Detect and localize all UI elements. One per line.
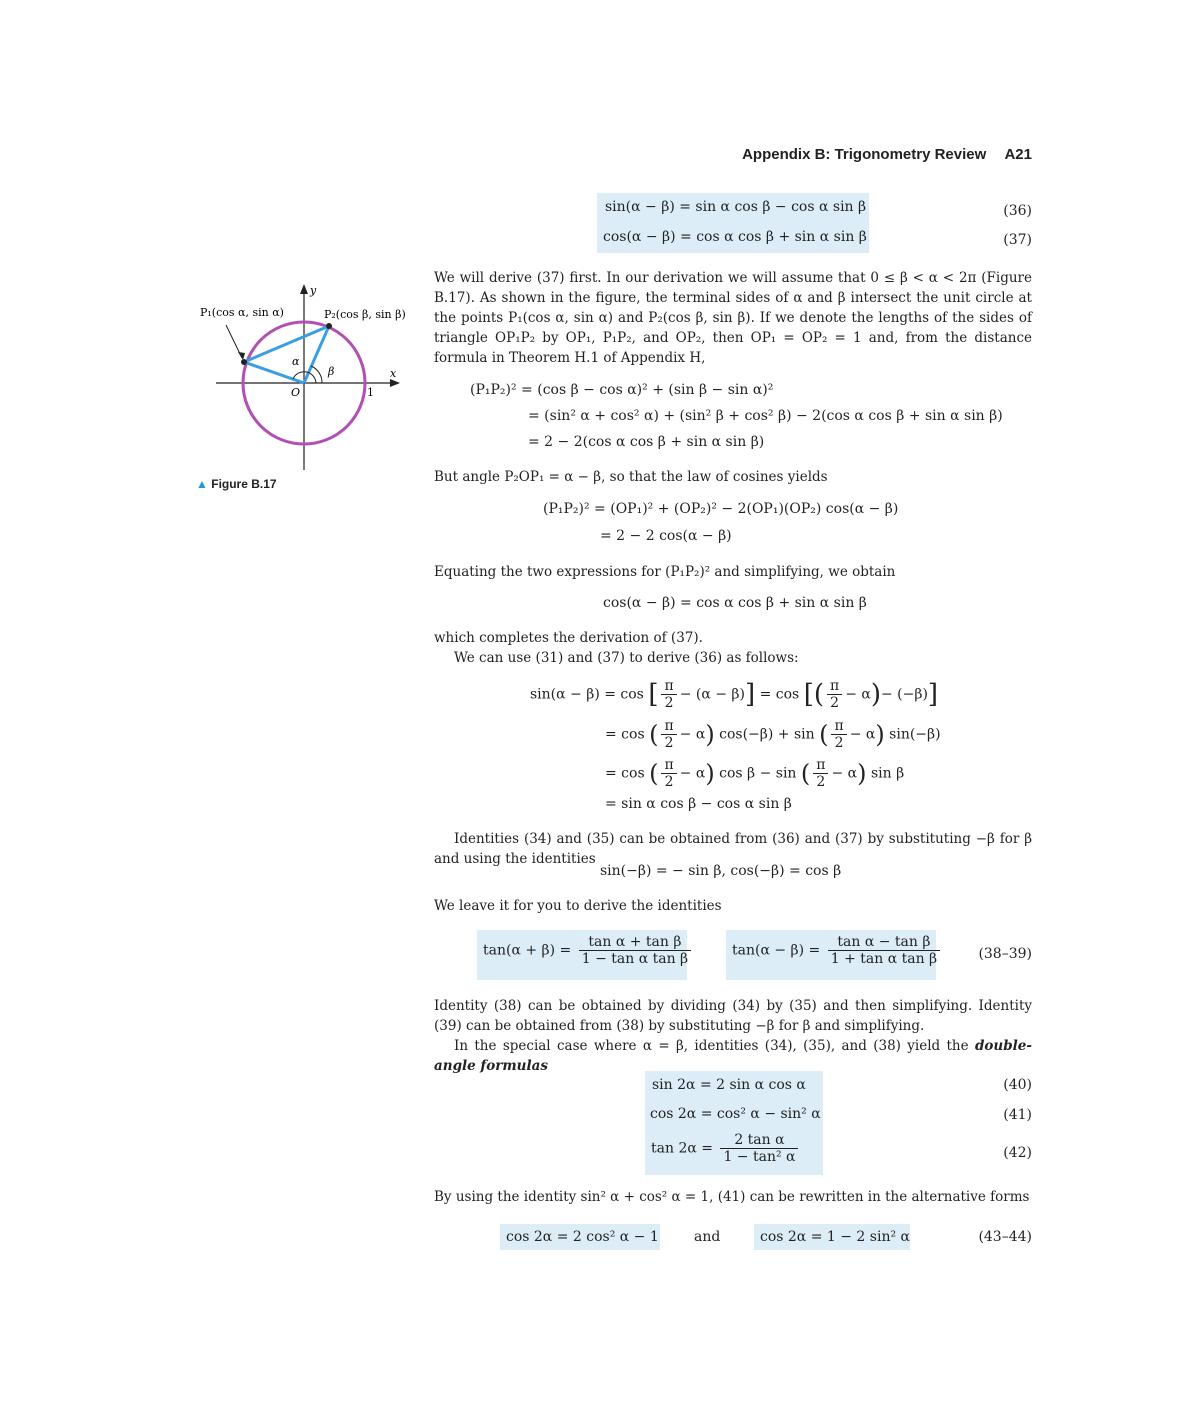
- and-text: and: [694, 1229, 721, 1245]
- derivation-line-2: = cos ( $\frac{\pi}{2}$ − α) cos(−β) + sin ( $\frac{\pi}{2}$ − α) sin(−β): [605, 718, 941, 751]
- eq-43: cos 2α = 2 cos² α − 1: [506, 1229, 659, 1245]
- point-p2: [326, 323, 332, 329]
- negative-angle-identities: sin(−β) = − sin β, cos(−β) = cos β: [600, 863, 842, 879]
- eq-42: tan 2α = $\frac{\text{2 tan α}}{\text{1 − tan² α}}$: [651, 1132, 801, 1165]
- eq-42-number: (42): [1003, 1145, 1032, 1161]
- point-p1: [241, 359, 247, 365]
- p1-label: P₁(cos α, sin α): [200, 306, 284, 319]
- eq-37: cos(α − β) = cos α cos β + sin α sin β: [603, 229, 867, 245]
- eq-41-number: (41): [1003, 1107, 1032, 1123]
- page-number: A21: [1004, 146, 1032, 163]
- p1-pointer-head: [238, 352, 245, 360]
- eq-40-number: (40): [1003, 1077, 1032, 1093]
- eq-36-number: (36): [1003, 203, 1032, 219]
- distance-line-2: = (sin² α + cos² α) + (sin² β + cos² β) − 2(cos α cos β + sin α sin β): [528, 408, 1003, 424]
- paragraph-use-31-37: We can use (31) and (37) to derive (36) as follows:: [454, 650, 799, 666]
- paragraph-equating: Equating the two expressions for (P₁P₂)² and simplifying, we obtain: [434, 564, 896, 580]
- unit-circle-figure: [190, 280, 420, 475]
- eq-37-number: (37): [1003, 232, 1032, 248]
- eq-39: tan(α − β) = $\frac{\text{tan α − tan β}}{\text{1 + tan α tan β}}$: [732, 934, 943, 967]
- paragraph-alternative-forms: By using the identity sin² α + cos² α = 1, (41) can be rewritten in the alternative forms: [434, 1189, 1030, 1205]
- eq-43-44-number: (43–44): [978, 1229, 1032, 1245]
- x-axis-arrow: [390, 379, 400, 387]
- page-header: [742, 146, 1032, 163]
- cosines-line-1: (P₁P₂)² = (OP₁)² + (OP₂)² − 2(OP₁)(OP₂) cos(α − β): [543, 501, 899, 517]
- paragraph-identity-38: Identity (38) can be obtained by dividing (34) by (35) and then simplifying. Identity (39) can be obtained from (38) by substituting −β for β and simplifying.: [434, 998, 1032, 1034]
- y-axis-arrow: [300, 284, 308, 294]
- distance-line-1: (P₁P₂)² = (cos β − cos α)² + (sin β − sin α)²: [470, 382, 774, 398]
- caption-triangle-icon: ▲: [196, 477, 208, 491]
- paragraph-completes: which completes the derivation of (37).: [434, 630, 703, 646]
- paragraph-identities-34-35: Identities (34) and (35) can be obtained from (36) and (37) by substituting −β for β and using the identities: [434, 831, 1032, 867]
- distance-line-3: = 2 − 2(cos α cos β + sin α sin β): [528, 434, 765, 450]
- eq-41: cos 2α = cos² α − sin² α: [650, 1106, 821, 1122]
- p2-label: P₂(cos β, sin β): [324, 308, 406, 321]
- alpha-label: α: [292, 355, 300, 368]
- header-title: Appendix B: Trigonometry Review: [742, 146, 987, 163]
- eq-38-39-number: (38–39): [978, 946, 1032, 962]
- eq-40: sin 2α = 2 sin α cos α: [652, 1077, 806, 1093]
- paragraph-derivation-intro: We will derive (37) first. In our derivation we will assume that 0 ≤ β < α < 2π (Figure B.17). As shown in the figure, the terminal sides of α and β intersect the unit circle at the points P₁(cos α, sin α) and P₂(cos β, sin β). If we denote the lengths of the sides of triangle OP₁P₂ by OP₁, P₁P₂, and OP₂, then OP₁ = OP₂ = 1 and, from the distance formula in Theorem H.1 of Appendix H,: [434, 270, 1032, 366]
- eq-38: tan(α + β) = $\frac{\text{tan α + tan β}}{\text{1 − tan α tan β}}$: [483, 934, 694, 967]
- derivation-line-4: = sin α cos β − cos α sin β: [605, 796, 792, 812]
- paragraph-special-case: In the special case where α = β, identities (34), (35), and (38) yield the double-angle formulas: [434, 1038, 1032, 1074]
- eq-36: sin(α − β) = sin α cos β − cos α sin β: [605, 199, 867, 215]
- beta-label: β: [328, 365, 335, 378]
- origin-label: O: [291, 386, 301, 399]
- paragraph-law-of-cosines: But angle P₂OP₁ = α − β, so that the law of cosines yields: [434, 469, 828, 485]
- cosines-line-2: = 2 − 2 cos(α − β): [600, 528, 732, 544]
- y-axis-label: y: [310, 284, 317, 297]
- figure-caption-text: Figure B.17: [211, 477, 277, 491]
- paragraph-leave-it: We leave it for you to derive the identities: [434, 898, 722, 914]
- x-axis-label: x: [390, 367, 397, 380]
- eq-37-result: cos(α − β) = cos α cos β + sin α sin β: [603, 595, 867, 611]
- eq-44: cos 2α = 1 − 2 sin² α: [760, 1229, 910, 1245]
- one-label: 1: [367, 386, 374, 399]
- figure-caption: [196, 477, 277, 491]
- derivation-line-1: sin(α − β) = cos [ $\frac{\pi}{2}$ − (α − β)] = cos [( $\frac{\pi}{2}$ − α)− (−β)]: [530, 678, 939, 711]
- beta-arc: [311, 366, 322, 383]
- derivation-line-3: = cos ( $\frac{\pi}{2}$ − α) cos β − sin ( $\frac{\pi}{2}$ − α) sin β: [605, 757, 905, 790]
